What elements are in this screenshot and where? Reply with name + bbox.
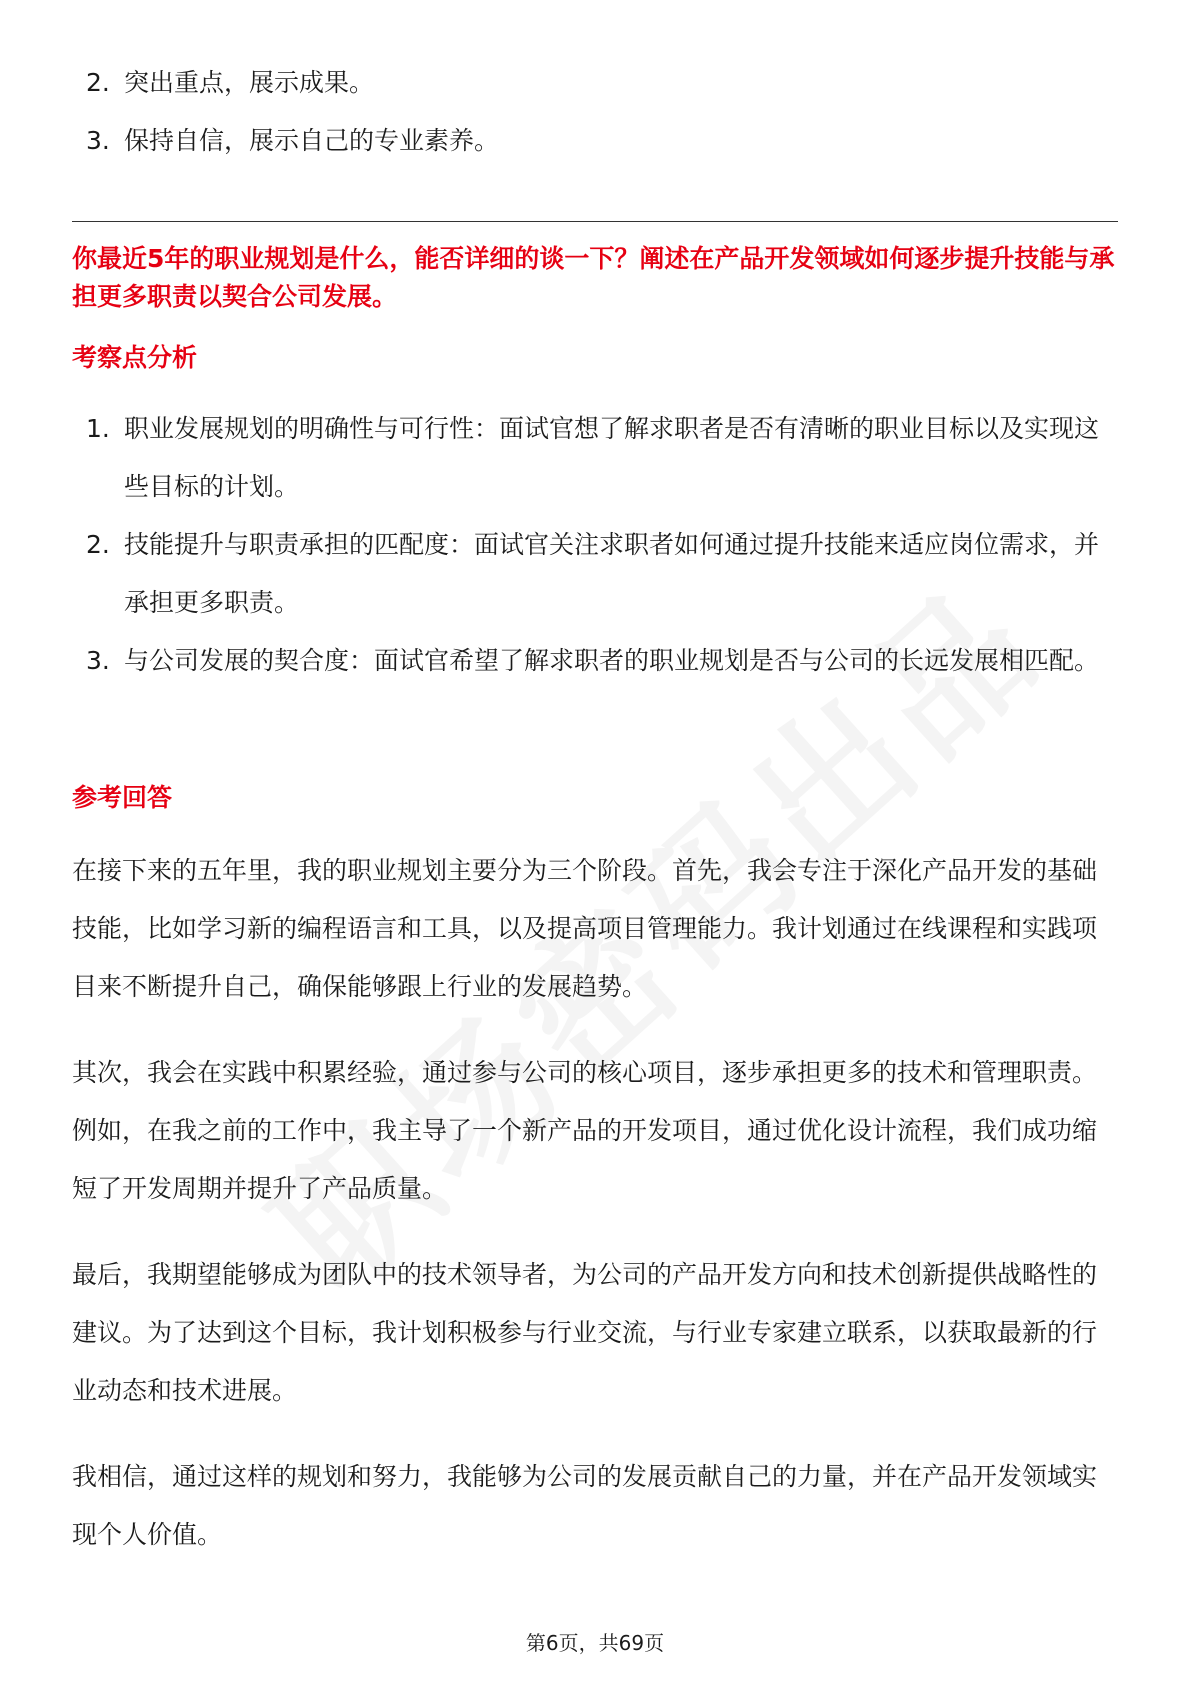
answer-paragraph: 最后，我期望能够成为团队中的技术领导者，为公司的产品开发方向和技术创新提供战略性的建议。为了达到这个目标，我计划积极参与行业交流，与行业专家建立联系，以获取最新的行业动态和技术进展。 (72, 1260, 1098, 1405)
list-item-text: 技能提升与职责承担的匹配度：面试官关注求职者如何通过提升技能来适应岗位需求，并承担更多职责。 (124, 530, 1100, 617)
list-item-text: 保持自信，展示自己的专业素养。 (124, 126, 500, 155)
question-title: 你最近5年的职业规划是什么，能否详细的谈一下？阐述在产品开发领域如何逐步提升技能与承担更多职责以契合公司发展。 (72, 244, 1115, 311)
list-item-number: 3. (86, 646, 110, 675)
list-item-number: 3. (86, 126, 110, 155)
section-divider (72, 221, 1118, 222)
analysis-list (72, 400, 1118, 690)
list-item (72, 400, 1118, 516)
list-item-text: 与公司发展的契合度：面试官希望了解求职者的职业规划是否与公司的长远发展相匹配。 (124, 646, 1100, 675)
page-number: 第6页，共69页 (525, 1631, 665, 1655)
list-item (72, 112, 499, 170)
answer-paragraph: 我相信，通过这样的规划和努力，我能够为公司的发展贡献自己的力量，并在产品开发领域实现个人价值。 (72, 1462, 1098, 1549)
top-list (72, 54, 499, 170)
analysis-heading: 考察点分析 (72, 343, 198, 372)
list-item (72, 632, 1118, 690)
list-item-number: 2. (86, 68, 110, 97)
list-item (72, 516, 1118, 632)
list-item-text: 职业发展规划的明确性与可行性：面试官想了解求职者是否有清晰的职业目标以及实现这些目标的计划。 (124, 414, 1100, 501)
list-item-number: 1. (86, 414, 110, 443)
answer-paragraph: 其次，我会在实践中积累经验，通过参与公司的核心项目，逐步承担更多的技术和管理职责。例如，在我之前的工作中，我主导了一个新产品的开发项目，通过优化设计流程，我们成功缩短了开发周期并提升了产品质量。 (72, 1058, 1098, 1203)
answer-heading: 参考回答 (72, 783, 173, 812)
list-item-text: 突出重点，展示成果。 (124, 68, 375, 97)
list-item-number: 2. (86, 530, 110, 559)
list-item (72, 54, 499, 112)
answer-paragraph: 在接下来的五年里，我的职业规划主要分为三个阶段。首先，我会专注于深化产品开发的基础技能，比如学习新的编程语言和工具，以及提高项目管理能力。我计划通过在线课程和实践项目来不断提升自己，确保能够跟上行业的发展趋势。 (72, 856, 1098, 1001)
